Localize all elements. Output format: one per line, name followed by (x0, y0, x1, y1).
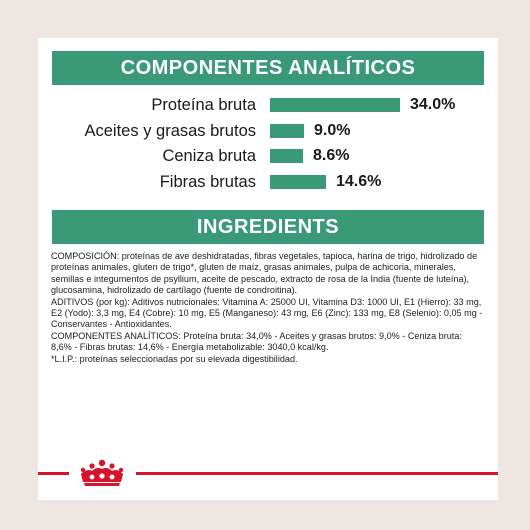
row-value: 34.0% (410, 96, 456, 113)
analytic-title: COMPONENTES ANALÍTICOS (52, 51, 484, 85)
ingredients-text (51, 251, 485, 365)
analytic-row (38, 121, 498, 141)
analytic-row (38, 172, 498, 192)
row-label: Proteína bruta (151, 96, 256, 114)
row-bar (270, 98, 400, 112)
brand-footer (38, 458, 498, 488)
analytic-row (38, 95, 498, 115)
footer-line-right (136, 472, 498, 475)
ingredients-title: INGREDIENTS (52, 210, 484, 244)
row-label: Ceniza bruta (162, 147, 256, 165)
ingredients-note: *L.I.P.: proteínas seleccionadas por su elevada digestibilidad. (51, 353, 298, 364)
analytic-row (38, 146, 498, 166)
row-value: 9.0% (314, 122, 351, 139)
ingredients-analytic: COMPONENTES ANALÍTICOS: Proteína bruta: 34,0% - Aceites y grasas brutos: 9,0% - Ceniza bruta: 8,6% - Fibras brutas: 14,6% - Energía metabolizable: 3040,0 kcal/kg. (51, 330, 462, 353)
footer-line-left (38, 472, 69, 475)
row-bar (270, 149, 303, 163)
row-value: 14.6% (336, 173, 382, 190)
row-label: Aceites y grasas brutos (84, 122, 256, 140)
row-bar (270, 124, 304, 138)
ingredients-composition: COMPOSICIÓN: proteínas de ave deshidratadas, fibras vegetales, tapioca, harina de trigo, hidrolizado de proteínas animales, gluten de trigo*, gluten de maíz, grasas animales, pulpa de achicoria, minerales, semillas e integumentos de psyllium, aceite de pescado, extracto de rosa de la India (fuente de luteína), glucosamina, hidrolizado de cartílago (fuente de condroitina). (51, 251, 478, 296)
row-value: 8.6% (313, 147, 350, 164)
row-label: Fibras brutas (159, 173, 256, 191)
royal-canin-crown-icon (71, 458, 133, 488)
ingredients-additives: ADITIVOS (por kg): Aditivos nutricionales: Vitamina A: 25000 UI, Vitamina D3: 1000 UI, E1 (Hierro): 33 mg, E2 (Yodo): 3,3 mg, E4 (Cobre): 10 mg, E5 (Manganeso): 43 mg, E6 (Zinc): 133 mg, E8 (Selenio): 0,05 mg - Conservantes - Antioxidantes. (51, 296, 483, 330)
row-bar (270, 175, 326, 189)
label-card (38, 38, 498, 500)
